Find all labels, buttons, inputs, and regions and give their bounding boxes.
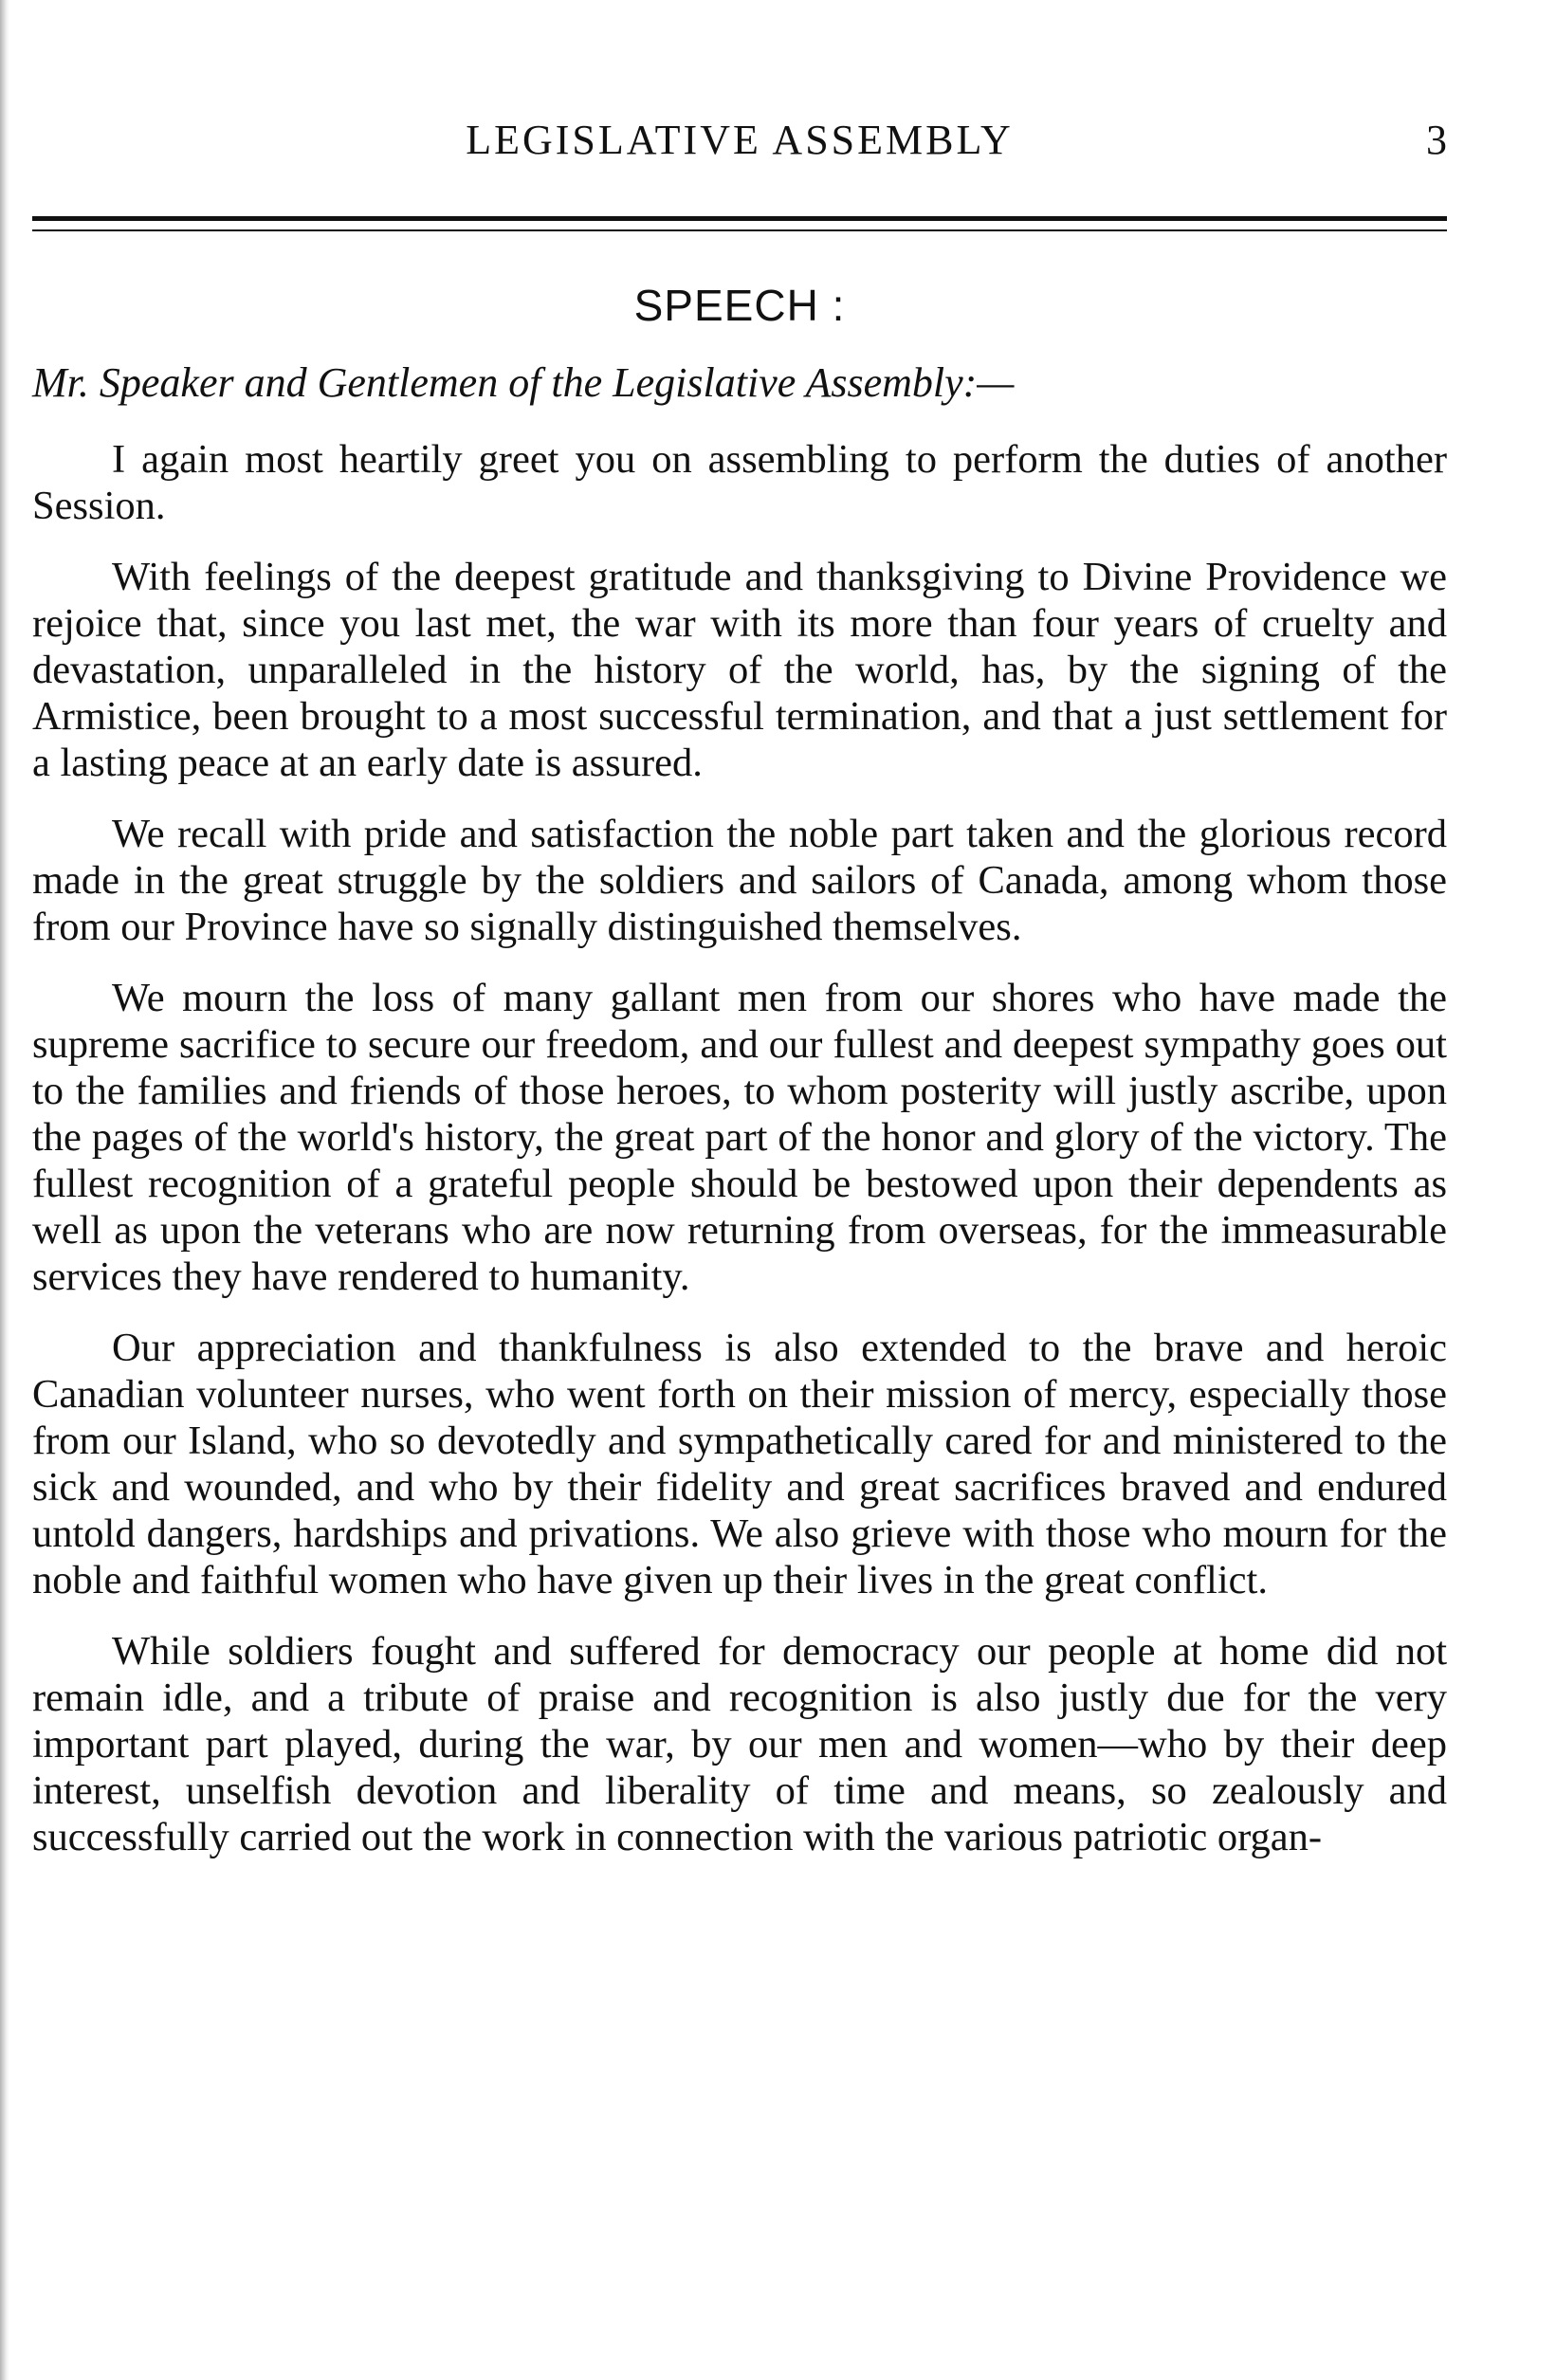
paragraph-home-front: While soldiers fought and suffered for democracy our people at home did not remain idle, and a tribute of praise and recognition is also justly due for the very important part played, during the war, by our men and women—who by their deep interest, unselfish devotion and liberality of time and means, so zealously and successfully carried out the work in connection with the various patriotic organ- (32, 1629, 1447, 1859)
page-edge-shadow (0, 0, 9, 2380)
section-heading: SPEECH : (633, 281, 846, 330)
running-head (32, 112, 1447, 169)
page-number: 3 (1426, 117, 1447, 163)
paragraph-greeting: I again most heartily greet you on assembling to perform the duties of another Session. (32, 437, 1447, 528)
running-head-title: LEGISLATIVE ASSEMBLY (466, 117, 1014, 163)
speech-body (32, 436, 1447, 1885)
salutation: Mr. Speaker and Gentlemen of the Legislative Assembly:— (32, 359, 1015, 406)
document-page (32, 0, 1447, 2380)
paragraph-mourning: We mourn the loss of many gallant men from our shores who have made the supreme sacrifice to secure our freedom, and our fullest and deepest sympathy goes out to the families and friends of those heroes, to whom posterity will justly ascribe, upon the pages of the world's history, the great part of the honor and glory of the victory. The fullest recognition of a grateful people should be bestowed upon their dependents as well as upon the veterans who are now returning from overseas, for the immeasurable services they have rendered to humanity. (32, 976, 1447, 1299)
paragraph-nurses: Our appreciation and thankfulness is also extended to the brave and heroic Canadian volunteer nurses, who went forth on their mission of mercy, especially those from our Island, who so devotedly and sympathetically cared for and ministered to the sick and wounded, and who by their fidelity and great sacrifices braved and endured untold dangers, hardships and privations. We also grieve with those who mourn for the noble and faithful women who have given up their lives in the great conflict. (32, 1326, 1447, 1602)
header-rule-thick (32, 216, 1447, 221)
header-rule-thin (32, 229, 1447, 231)
paragraph-soldiers: We recall with pride and satisfaction the noble part taken and the glorious record made in the great struggle by the soldiers and sailors of Canada, among whom those from our Province have so signally distinguished themselves. (32, 812, 1447, 949)
paragraph-armistice: With feelings of the deepest gratitude and thanksgiving to Divine Providence we rejoice that, since you last met, the war with its more than four years of cruelty and devastation, unparalleled in the history of the world, has, by the signing of the Armistice, been brought to a most successful termination, and that a just settlement for a lasting peace at an early date is assured. (32, 555, 1447, 785)
